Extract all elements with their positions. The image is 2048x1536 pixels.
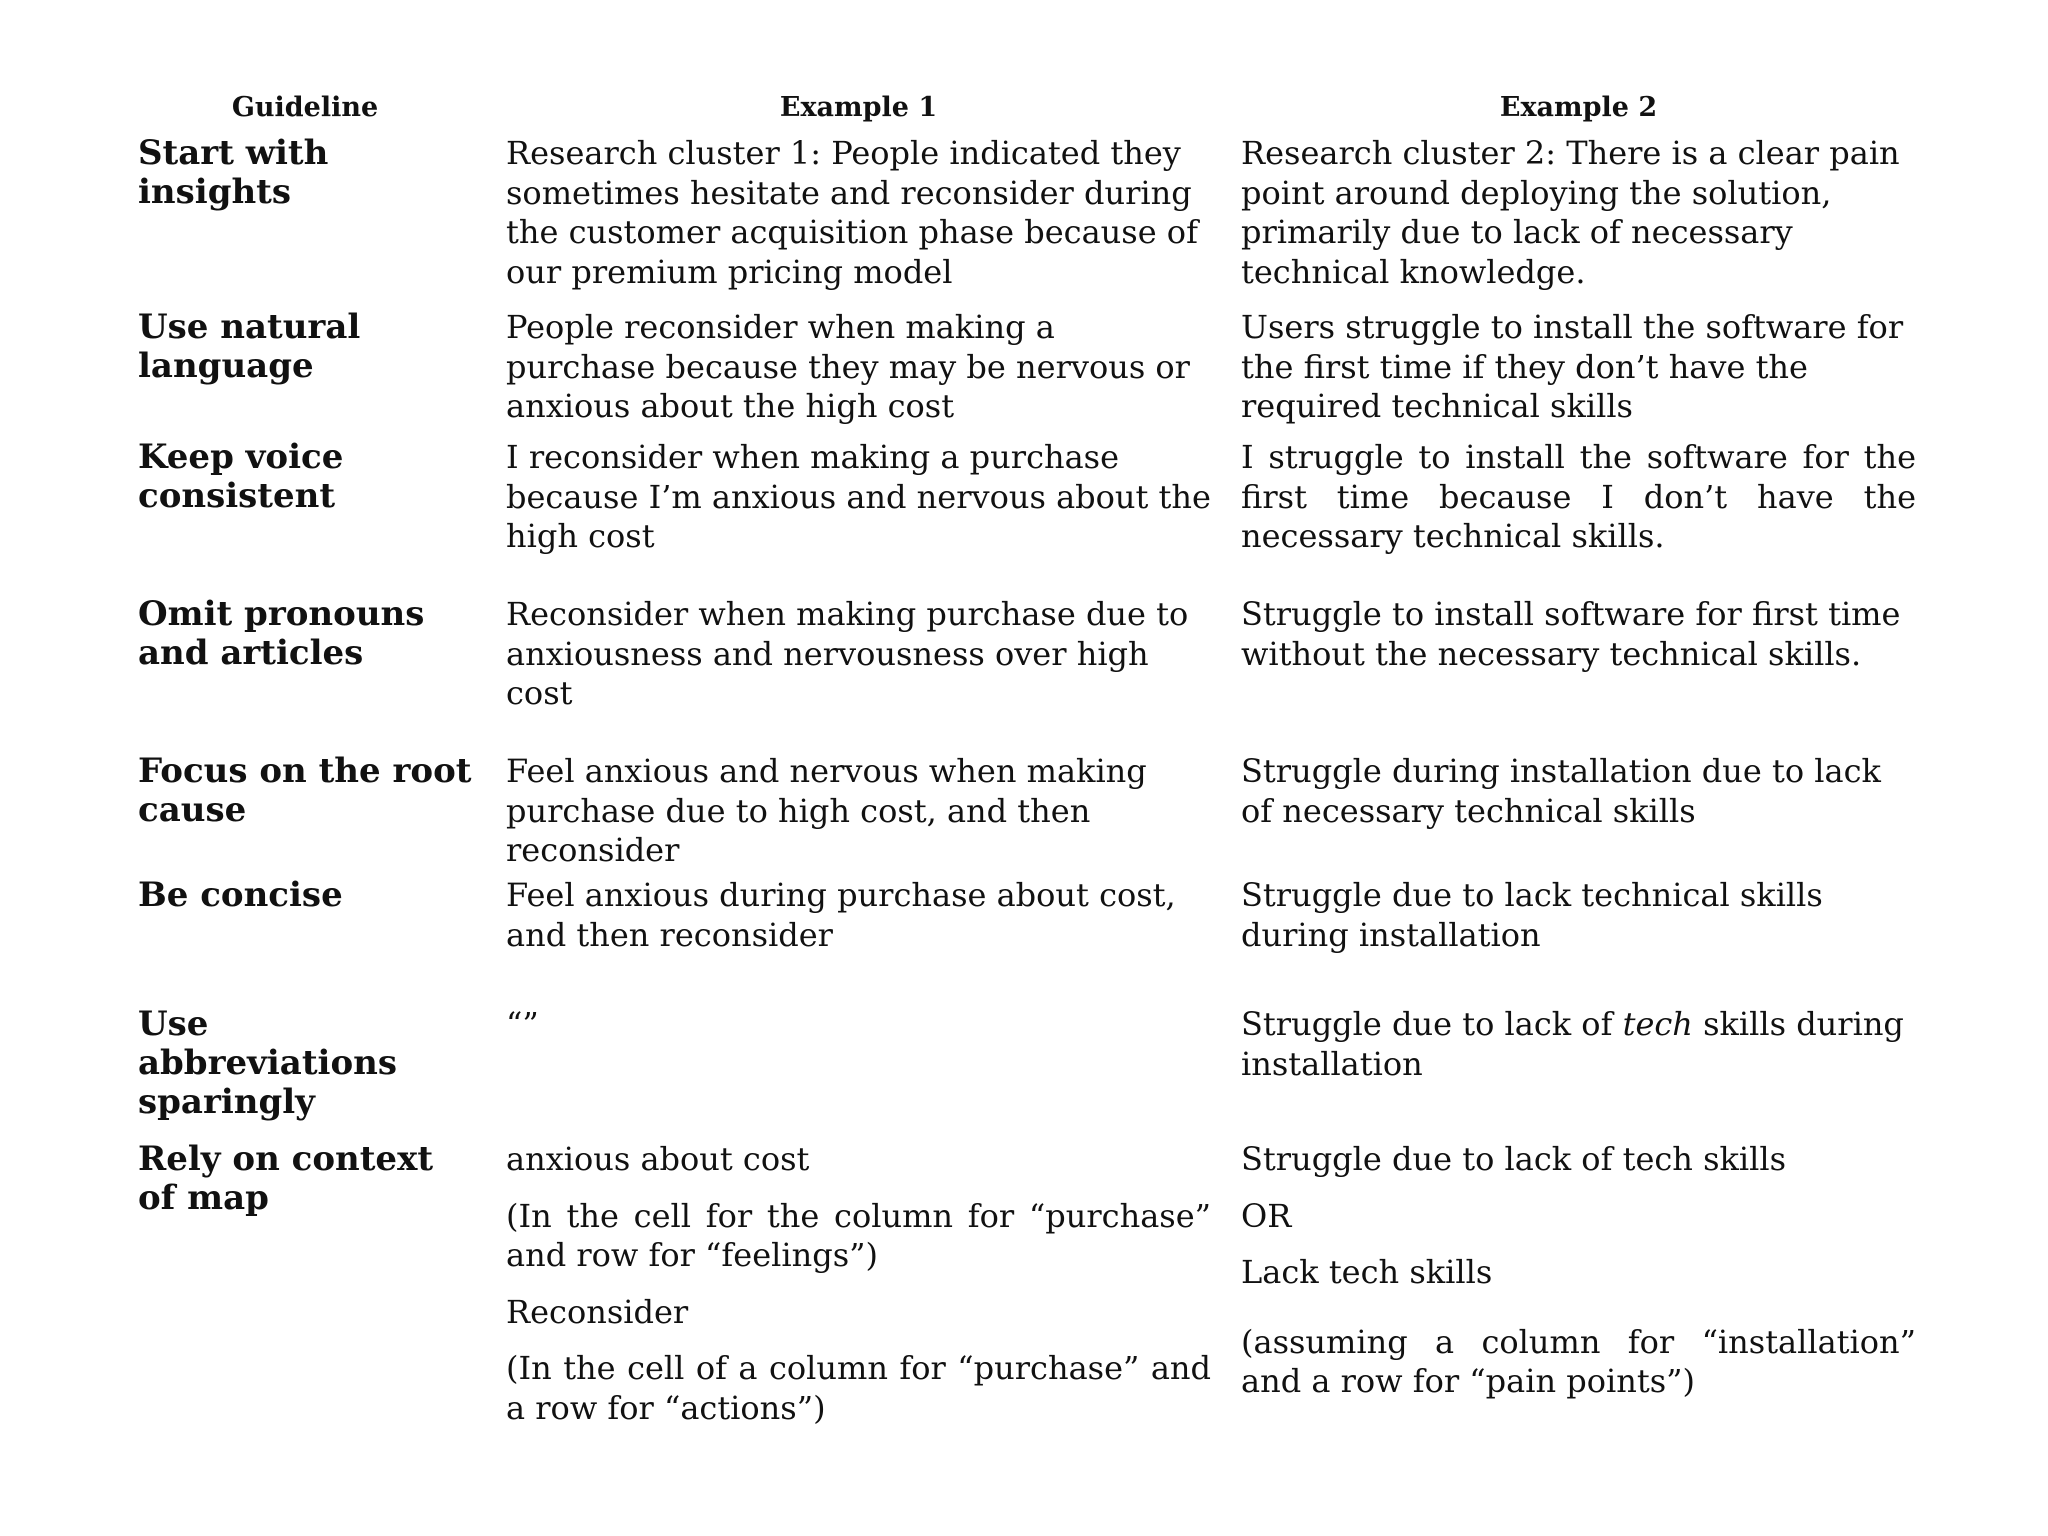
row-8-example-1 xyxy=(506,1140,1211,1428)
row-6-guideline: Be concise xyxy=(138,875,343,915)
row-3-guideline: Keep voice consistent xyxy=(138,437,344,516)
row-5-guideline: Focus on the root cause xyxy=(138,751,472,830)
row-2-example-2: Users struggle to install the software for the first time if they don’t have the required technical skills xyxy=(1241,308,1904,425)
row-4-example-1: Reconsider when making purchase due to anxiousness and nervousness over high cost xyxy=(506,595,1189,712)
row-8-example-1-note-2: (In the cell of a column for “purchase” and a row for “actions”) xyxy=(506,1349,1211,1427)
row-2-example-1: People reconsider when making a purchase because they may be nervous or anxious about the high cost xyxy=(506,308,1190,425)
row-4-guideline: Omit pronouns and articles xyxy=(138,594,425,673)
row-5-example-1: Feel anxious and nervous when making purchase due to high cost, and then reconsider xyxy=(506,752,1147,869)
row-7-guideline: Use abbreviations sparingly xyxy=(138,1004,397,1122)
row-6-example-1: Feel anxious during purchase about cost, and then reconsider xyxy=(506,876,1176,954)
row-7-example-2-text-b: skills during installation xyxy=(1241,1005,1904,1083)
row-3-example-1: I reconsider when making a purchase because I’m anxious and nervous about the high cost xyxy=(506,438,1211,555)
row-1-example-2: Research cluster 2: There is a clear pain point around deploying the solution, primarily due to lack of necessary technical knowledge. xyxy=(1241,134,1900,291)
row-8-example-1-line-2: Reconsider xyxy=(506,1292,689,1331)
row-6-example-2: Struggle due to lack technical skills during installation xyxy=(1241,876,1823,954)
row-7-example-2-text-a: Struggle due to lack of xyxy=(1241,1005,1623,1043)
row-8-example-2-line-1: Struggle due to lack of tech skills xyxy=(1241,1140,1787,1178)
row-1-example-1: Research cluster 1: People indicated they sometimes hesitate and reconsider during the customer acquisition phase because of our premium pricing model xyxy=(506,134,1198,291)
row-7-example-2 xyxy=(1241,1005,1916,1084)
header-guideline: Guideline xyxy=(231,92,379,123)
row-8-example-2-or: OR xyxy=(1241,1196,1292,1235)
row-4-example-2: Struggle to install software for first time without the necessary technical skills. xyxy=(1241,595,1901,673)
header-example-2: Example 2 xyxy=(1499,92,1658,123)
row-1-guideline: Start with insights xyxy=(138,133,329,212)
row-8-example-2-note: (assuming a column for “installation” and a row for “pain points”) xyxy=(1241,1322,1916,1400)
row-8-example-2 xyxy=(1241,1140,1916,1402)
row-7-example-1: “” xyxy=(506,1005,539,1043)
header-example-1: Example 1 xyxy=(779,92,938,123)
row-8-example-1-line-1: anxious about cost xyxy=(506,1140,810,1178)
row-7-example-2-emphasis: tech xyxy=(1622,1005,1693,1043)
row-3-example-2: I struggle to install the software for the first time because I don’t have the necessary technical skills. xyxy=(1241,438,1916,555)
row-8-example-2-line-2: Lack tech skills xyxy=(1241,1253,1493,1291)
row-5-example-2: Struggle during installation due to lack of necessary technical skills xyxy=(1241,752,1881,830)
row-8-guideline: Rely on context of map xyxy=(138,1139,434,1218)
row-8-example-1-note-1: (In the cell for the column for “purchase” and row for “feelings”) xyxy=(506,1196,1211,1274)
row-2-guideline: Use natural language xyxy=(138,307,361,386)
